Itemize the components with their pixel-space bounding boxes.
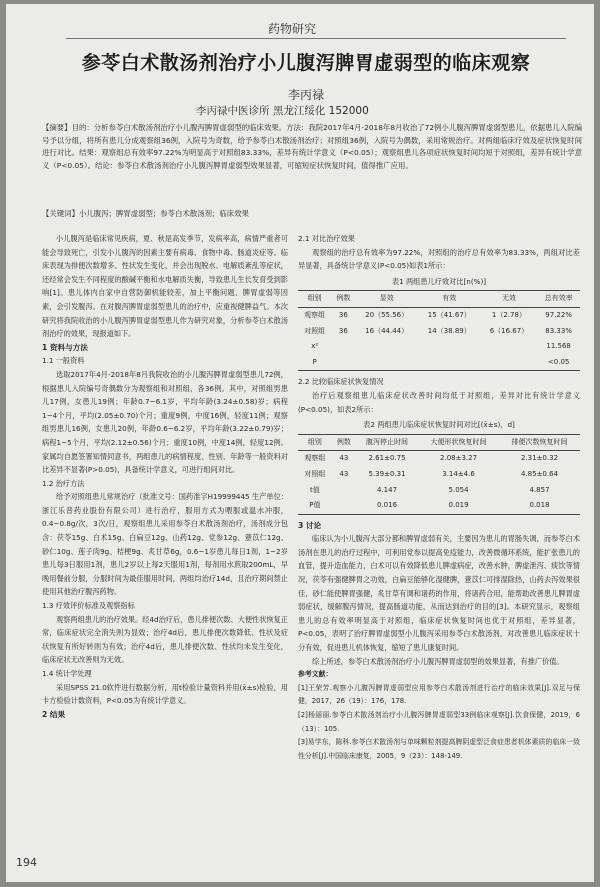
header-rule [66, 38, 566, 39]
table-row [298, 355, 580, 371]
table-cell: 0.019 [448, 501, 469, 510]
table-cell: 20（55.56） [365, 310, 409, 319]
author: 李丙禄 [287, 88, 324, 102]
treatment-text: 给予对照组患儿常规治疗（批准文号：国药准字H19999445 生产单位：浙江乐普药业股份有限公司）进行治疗，服用方式为喂服或温水冲服，0.4~0.8g/次，3次/日，观察组患儿采用参苓白术散汤剂治疗，汤剂成分包含：茯苓15g、白术15g、白扁豆12g、山药12g、党参12g、薏苡仁12g、砂仁10g、莲子肉9g、桔梗9g、炙甘草6g，0.6~1岁患儿每日1剂，1~2岁患儿每3日服用1剂，患儿2岁以上每2天服用1剂，每剂用水煎取200mL，早晚用餐前分服，分服时间为最佳服用时间，两组均治疗14d，且治疗期间禁止使用其他治疗腹泻药物。 [42, 492, 288, 597]
table-cell [355, 355, 418, 371]
table-cell: P [312, 357, 317, 366]
page-number: 194 [16, 856, 37, 869]
heading-statistics: 1.4 统计学处理 [42, 669, 92, 678]
table-cell [418, 339, 481, 355]
heading-results: 2 结果 [42, 709, 66, 719]
table-cell: 对照组 [304, 326, 326, 335]
heading-general-info: 1.1 一般资料 [42, 356, 85, 366]
table-cell: 2.08±3.27 [440, 454, 478, 463]
table-cell: 2.61±0.75 [368, 454, 406, 463]
table-row [298, 339, 580, 355]
table-cell: <0.05 [547, 357, 570, 366]
section-tag: 药物研究 [268, 22, 317, 36]
table-cell: 0.018 [529, 501, 550, 510]
table-cell [331, 339, 355, 355]
table1-col: 有效 [442, 294, 457, 303]
table-cell: 1（2.78） [491, 310, 526, 319]
table-row [298, 467, 580, 483]
table-cell: 15（41.67） [427, 310, 471, 319]
table2-caption: 表2 两组患儿临床症状恢复时间对比[(x̄±s)，d] [363, 420, 515, 430]
table-cell: 36 [338, 326, 348, 335]
table2-header [298, 434, 580, 451]
table-cell: P值 [309, 501, 321, 510]
right-column [298, 232, 580, 763]
table-cell: 43 [339, 454, 349, 463]
references [298, 668, 580, 763]
left-column [42, 232, 288, 721]
table1-col: 显效 [379, 294, 394, 303]
table1-col: 无效 [501, 294, 516, 303]
table-cell: t值 [309, 485, 320, 494]
general-info-text: 选取2017年4月-2018年8月我院收治的小儿腹泻脾胃虚弱型患儿72例，根据患儿入院编号奇偶数分为观察组和对照组，各36例。其中，对照组男患儿17例，女患儿19例；年龄0.7~6.1岁，平均年龄(3.24±0.58)岁；病程1~4个月，平均(2.05±0.70)个月；重度9例，中度16例，轻度11例；观察组男患儿16例，女患儿20例，年龄0.6~6.2岁，平均年龄(3.22±0.79)岁；病程1~5个月，平均(2.12±0.56)个月；重度10例，中度14例，轻度12例。家属均自愿签署知情同意书，两组患儿的病情程度、性别、年龄等一般资料对比差异不显著(P>0.05)，具备统计学意义，可进行组间对比。 [42, 369, 288, 475]
efficacy-text: 观察组的治疗总有效率为97.22%，对照组的治疗总有效率为83.33%，两组对比差异显著，具备统计学意义(P<0.05)如表1所示： [298, 247, 580, 271]
discussion-text: 临床认为小儿腹泻大部分都和脾胃虚弱有关，主要因为患儿的胃肠失调，而参苓白术汤剂在患儿的治疗过程中，可利用党参以提高免疫能力，改善微循环系统，能扩张患儿的血管，提升造血能力，白术可以有效降低患儿脾虚病症，改善水肿，脾虚泄泻、痰饮等情况，茯苓有强健脾胃之功效，白扁豆能够化湿健脾，薏苡仁可排湿除热，山药去泻效果很佳，砂仁能使脾胃强健，炙甘草有调和诸药的作用，将诸药合用，能帮助改善患儿脾胃虚弱症状，缓解腹泻情况，提高肠道功能，从而达到治疗的目的[3]。本研究显示，观察组患儿的总有效率明显高于对照组，临床症状恢复时间也优于对照组，差异显著，P<0.05，表明了治疗脾胃虚弱型小儿腹泻采用参苓白术散汤剂，对改善患儿临床症状十分有效，促进患儿机体恢复，缩短了患儿康复时间。 [298, 534, 580, 653]
table-cell: 5.054 [448, 485, 469, 494]
table-cell: 2.31±0.32 [520, 454, 559, 463]
table-cell [331, 355, 355, 371]
table2 [298, 434, 580, 515]
table1-col: 总有效率 [544, 294, 573, 303]
table-cell: 36 [338, 310, 348, 319]
table1-caption: 表1 两组患儿疗效对比[n(%)] [391, 276, 487, 286]
table-cell: 83.33% [545, 326, 572, 335]
table2-col: 例数 [336, 437, 351, 446]
heading-discussion: 3 讨论 [298, 520, 322, 530]
table-cell: 11.568 [546, 342, 571, 351]
table-cell [332, 483, 356, 499]
table-cell [355, 339, 418, 355]
statistics-text: 采用SPSS 21.0软件进行数据分析，用t检验计量资料并用(x̄±s)检验，用卡方检验计数资料，P<0.05为有统计学意义。 [42, 682, 288, 706]
table1-header [298, 291, 580, 308]
conclusion-text: 综上所述，参苓白术散汤剂治疗小儿腹泻脾胃虚弱型的效果显著，有推广价值。 [312, 656, 564, 666]
table2-col: 组别 [307, 437, 322, 446]
abstract [42, 122, 582, 172]
table-cell: 3.14±4.6 [442, 469, 475, 478]
table-cell: 4.857 [529, 485, 550, 494]
table-cell [332, 498, 356, 514]
table-cell: 16（44.44） [365, 326, 409, 335]
table1 [298, 290, 580, 371]
table2-col: 腹泻停止时间 [366, 437, 409, 446]
table-row [298, 498, 580, 514]
table-cell: 观察组 [304, 454, 326, 463]
intro-paragraph: 小儿腹泻是临床常见疾病，夏、秋是高发季节，发病率高，病情严重者可能会导致死亡，引发小儿腹泻的因素主要有病毒、食物中毒、肠道炎症等。临床表现为排便次数增多、性状发生变化，并会出现脱水、电解质紊乱等症状，还经常会发生不同程度的酸碱平衡和水电解质失衡，导致患儿生长发育受到影响[1]。患儿体内自家中自营防御机能较差，加上平衡问题、脾胃虚弱等因素，会引发腹泻。在对腹泻脾胃虚弱型患儿的治疗中，应重视健脾益气。本次研究将我院收治的小儿腹泻脾胃虚弱型患儿作为研究对象，分析参苓白术散汤剂治疗的效果，现报道如下。 [42, 234, 288, 339]
reference-item: [2]杨丽丽.参苓白术散汤剂治疗小儿腹泻脾胃虚弱型33例临床观察[J].饮食保健，2019，6（13）：105. [298, 711, 580, 733]
table-cell [481, 339, 538, 355]
table-cell [481, 355, 538, 371]
heading-efficacy: 2.1 对比治疗效果 [298, 234, 355, 243]
table-row [298, 483, 580, 499]
table-row [298, 451, 580, 467]
references-heading: 参考文献： [298, 670, 333, 679]
heading-materials-methods: 1 资料与方法 [42, 342, 88, 352]
heading-treatment: 1.2 治疗方法 [42, 478, 85, 488]
table-cell: 4.147 [377, 485, 398, 494]
table-cell: x² [311, 342, 319, 351]
table-cell: 6（16.67） [489, 326, 529, 335]
paper-page [6, 4, 594, 882]
table-row [298, 307, 580, 323]
table1-col: 例数 [336, 294, 351, 303]
paper-title: 参苓白术散汤剂治疗小儿腹泻脾胃虚弱型的临床观察 [81, 52, 531, 74]
table-cell: 0.016 [377, 501, 398, 510]
table-row [298, 324, 580, 340]
symptom-recovery-text: 治疗后观察组患儿临床症状改善时间均低于对照组，差异对比有统计学意义(P<0.05)，如表2所示： [298, 390, 580, 414]
table1-col: 组别 [307, 294, 322, 303]
reference-item: [3]易学东，陈科.参苓白术散汤剂与单味颗粒剂提高脾阴虚型泛食症患者机体素质的临床一致性分析[J].中国临床康复，2005，9（23）：148-149. [298, 738, 580, 760]
table-cell: 43 [339, 469, 349, 478]
heading-criteria: 1.3 疗效评价标准及观察指标 [42, 601, 135, 611]
abstract-text: 【摘要】目的：分析参苓白术散汤剂治疗小儿腹泻脾胃虚弱型的临床效果。方法：我院2017年4月-2018年8月收治了72例小儿腹泻脾胃虚弱型患儿，依据患儿入院编号予以分组，将所有患儿分成观察组36例，入院号为奇数，给予参苓白术散汤剂治疗；对照组36例，入院号为偶数，采用常规治疗。对两组临床疗效及症状恢复时间进行对比。结果：观察组总有效率97.22%为明显高于对照组83.33%，差异有统计学意义（P<0.05）；观察组患儿各项症状恢复时间均短于对照组，差异有统计学意义（P<0.05）。结论：参苓白术散汤剂治疗小儿腹泻脾胃虚弱型效果显著，可缩短症状恢复时间，值得推广应用。 [42, 123, 582, 170]
table-cell: 5.39±0.31 [368, 469, 406, 478]
table2-col: 排便次数恢复时间 [511, 437, 568, 446]
criteria-text: 观察两组患儿的治疗效果。经4d治疗后，患儿排便次数、大便性状恢复正常，临床症状完全消失则为显效；治疗4d后，患儿排便次数降低、性状及症状恢复有所好转则为有效；治疗4d后，患儿排便次数、性状均未发生变化，临床症状无改善则为无效。 [42, 614, 288, 665]
table-cell: 14（38.89） [427, 326, 471, 335]
table-cell: 对照组 [304, 469, 326, 478]
affiliation: 李丙禄中医诊所 黑龙江绥化 152000 [196, 105, 369, 117]
heading-symptom-recovery: 2.2 比较临床症状恢复情况 [298, 377, 384, 387]
table-cell [418, 355, 481, 371]
keywords: 【关键词】小儿腹泻；脾胃虚弱型；参苓白术散汤剂；临床效果 [42, 209, 249, 218]
table2-col: 大便形状恢复时间 [430, 437, 487, 446]
table-cell: 观察组 [304, 310, 326, 319]
reference-item: [1]王荣芳.观察小儿腹泻脾胃虚弱型应用参苓白术散汤剂进行治疗的临床效果[J].双足与保健，2017，26（19）：176，178. [298, 683, 580, 706]
table-cell: 97.22% [545, 310, 572, 319]
table-cell: 4.85±0.64 [520, 469, 559, 478]
